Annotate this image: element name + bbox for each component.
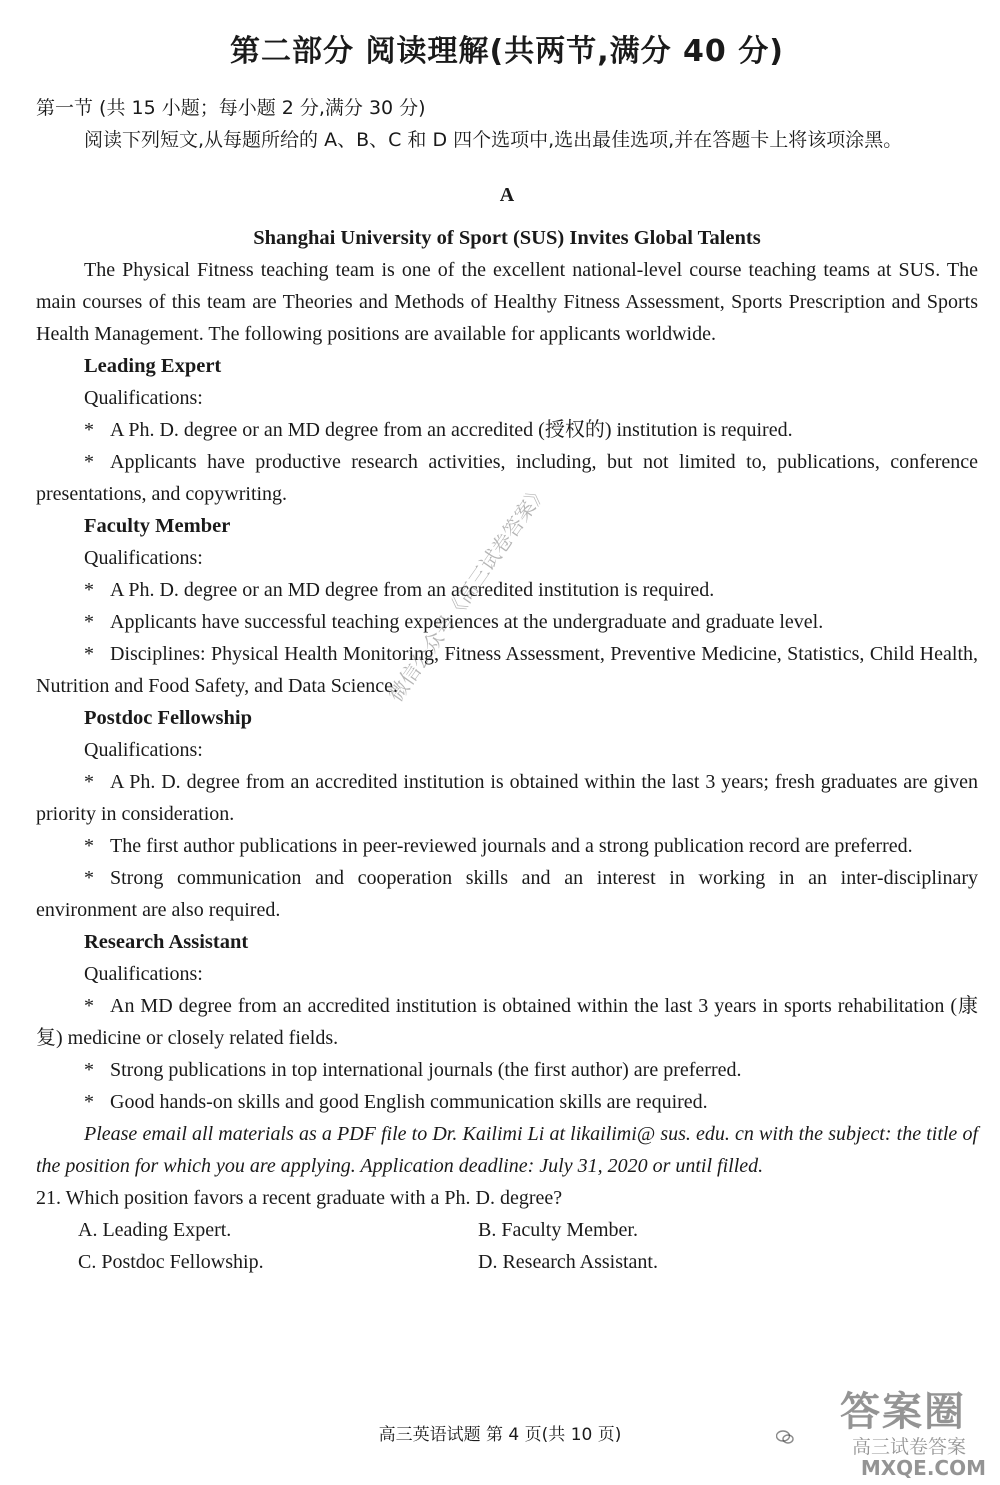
qualification-text: Strong publications in top international journals (the first author) are preferred. [110,1059,742,1081]
qualifications-label: Qualifications: [84,547,203,569]
qualification-text: A Ph. D. degree or an MD degree from an accredited institution is required. [110,579,715,601]
bullet-star: * [84,995,94,1017]
bullet-star: * [84,451,94,473]
qualification-item [36,1086,978,1118]
option-b[interactable]: B. Faculty Member. [478,1219,638,1241]
closing-note: Please email all materials as a PDF file to Dr. Kailimi Li at likailimi@ sus. edu. cn with the subject: the title of the position for which you are applying. Application deadline: July 31, 2020 or until filled. [36,1123,978,1177]
qualification-text: A Ph. D. degree or an MD degree from an accredited (授权的) institution is required. [110,419,793,441]
qualifications-label: Qualifications: [84,387,203,409]
bullet-star: * [84,643,94,665]
qualification-item [36,1054,978,1086]
logo-account-text: 高三试卷答案 [851,1436,966,1458]
qualification-item [36,446,978,510]
wechat-icon [776,1430,794,1444]
option-a[interactable]: A. Leading Expert. [78,1219,232,1241]
logo-big-text: 答案圈 [840,1389,966,1435]
bullet-star: * [84,579,94,601]
position-heading: Postdoc Fellowship [84,707,252,729]
qualification-item [36,990,978,1054]
passage-title: Shanghai University of Sport (SUS) Invites Global Talents [253,227,761,249]
section-heading: 第一节 (共 15 小题；每小题 2 分,满分 30 分) [36,97,426,119]
qualifications-label: Qualifications: [84,963,203,985]
passage-intro: The Physical Fitness teaching team is one of the excellent national-level course teaching teams at SUS. The main courses of this team are Theories and Methods of Healthy Fitness Assessment, Sports Prescription and Sports Health Management. The following positions are available for applicants worldwide. [36,259,978,345]
qualification-text: An MD degree from an accredited institution is obtained within the last 3 years in sports rehabilitation (康复) medicine or closely related fields. [36,995,978,1049]
qualification-item [36,574,978,606]
positions-list [36,350,978,1118]
part-title: 第二部分 阅读理解(共两节,满分 40 分) [230,34,784,69]
position-heading: Faculty Member [84,515,231,537]
instructions: 阅读下列短文,从每题所给的 A、B、C 和 D 四个选项中,选出最佳选项,并在答题卡上将该项涂黑。 [84,129,903,151]
option-d[interactable]: D. Research Assistant. [478,1251,658,1273]
qualification-item [36,606,978,638]
option-c[interactable]: C. Postdoc Fellowship. [78,1251,264,1273]
question-number: 21. [36,1187,61,1209]
bullet-star: * [84,835,94,857]
qualification-text: Applicants have productive research activities, including, but not limited to, publications, conference presentations, and copywriting. [36,451,978,505]
bullet-star: * [84,1091,94,1113]
qualification-item [36,830,978,862]
passage-letter: A [499,184,515,206]
logo-site-text: MXQE.COM [860,1456,986,1480]
bullet-star: * [84,611,94,633]
bullet-star: * [84,771,94,793]
qualifications-label: Qualifications: [84,739,203,761]
qualification-text: A Ph. D. degree from an accredited institution is obtained within the last 3 years; fresh graduates are given priority in consideration. [36,771,978,825]
corner-logo [776,1380,986,1480]
qualification-text: Applicants have successful teaching experiences at the undergraduate and graduate level. [110,611,824,633]
page-footer: 高三英语试题 第 4 页(共 10 页) [378,1425,622,1445]
qualification-text: The first author publications in peer-reviewed journals and a strong publication record are preferred. [110,835,913,857]
qualification-text: Strong communication and cooperation skills and an interest in working in an inter-disciplinary environment are also required. [36,867,978,921]
qualification-text: Disciplines: Physical Health Monitoring, Fitness Assessment, Preventive Medicine, Statistics, Child Health, Nutrition and Food Safety, and Data Science. [36,643,978,697]
qualification-item [36,638,978,702]
qualification-item [36,862,978,926]
position-heading: Research Assistant [84,931,249,953]
watermark-text: 微信公众号《高三试卷答案》 [383,479,553,707]
qualification-item [36,414,978,446]
question-text: Which position favors a recent graduate with a Ph. D. degree? [65,1187,563,1209]
position-heading: Leading Expert [84,355,222,377]
qualification-text: Good hands-on skills and good English communication skills are required. [110,1091,708,1113]
bullet-star: * [84,1059,94,1081]
bullet-star: * [84,867,94,889]
bullet-star: * [84,419,94,441]
exam-page [36,0,978,1278]
qualification-item [36,766,978,830]
question-21 [36,1182,978,1214]
answer-options [36,1214,978,1278]
